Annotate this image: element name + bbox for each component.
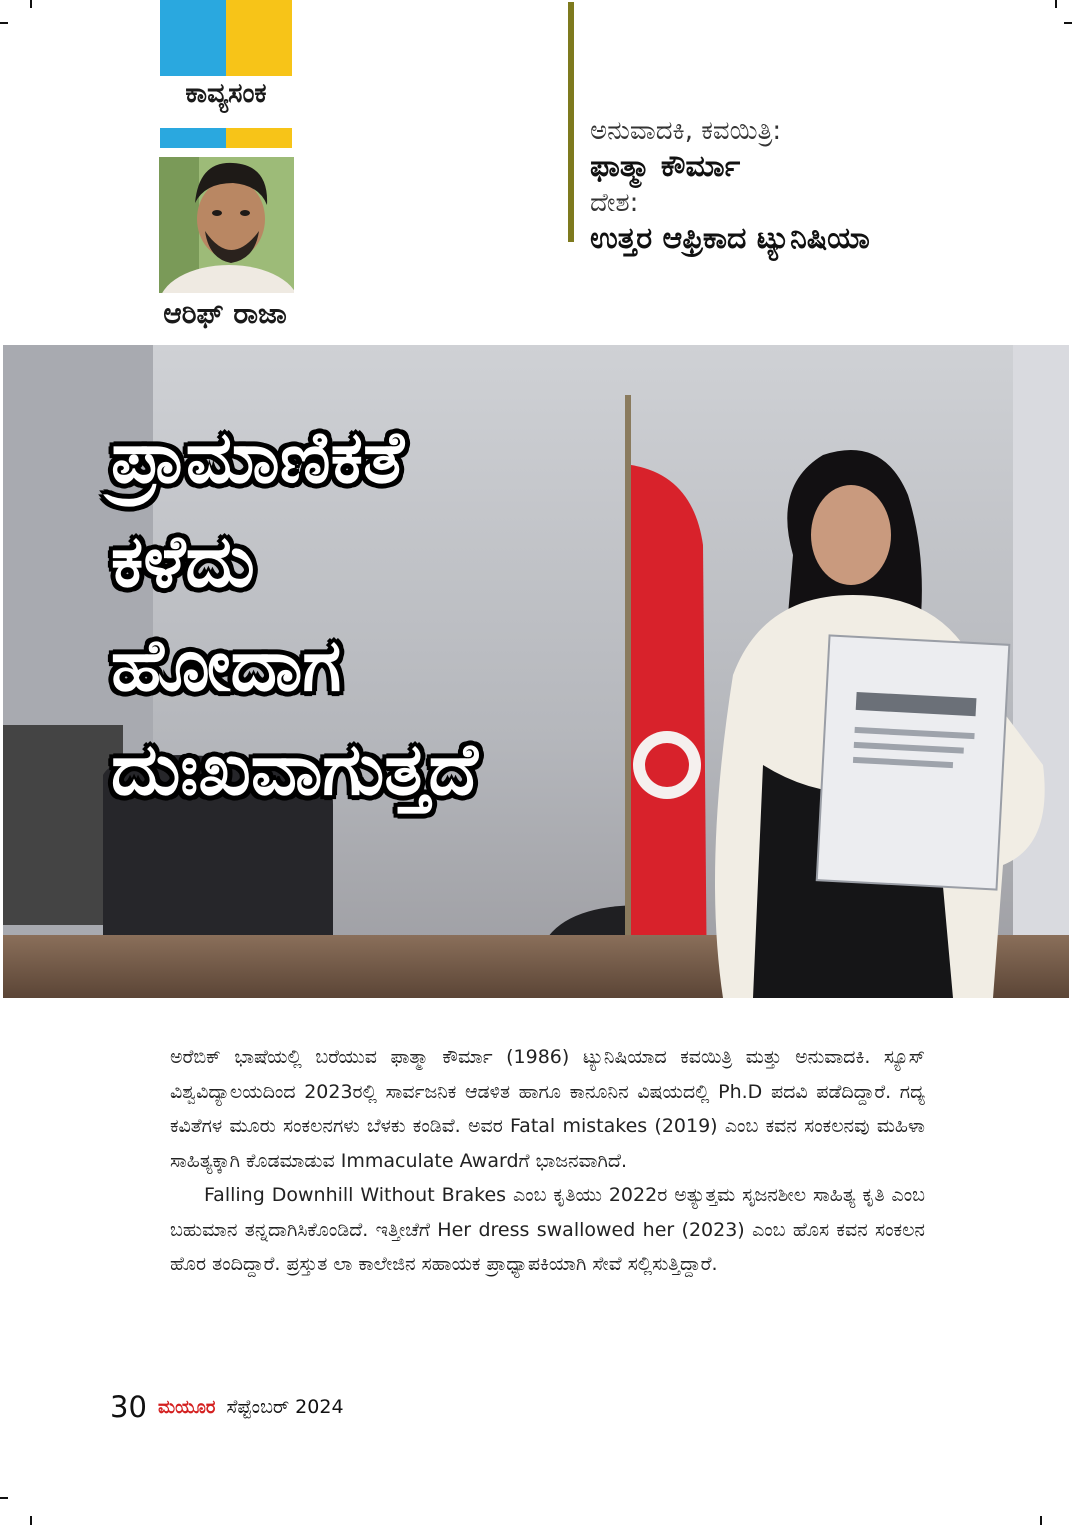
logo-blue-block [160,0,226,76]
headline-line: ಕಳೆದು [111,519,255,603]
crop-mark [1040,1516,1042,1525]
article-paragraph: Falling Downhill Without Brakes ಎಂಬ ಕೃತಿಯು 2022ರ ಅತ್ಯುತ್ತಮ ಸೃಜನಶೀಲ ಸಾಹಿತ್ಯ ಕೃತಿ ಎಂಬ ಬಹುಮಾನ ತನ್ನದಾಗಿಸಿಕೊಂಡಿದೆ. ಇತ್ತೀಚೆಗೆ Her dress swallowed her (2023) ಎಂಬ ಹೊಸ ಕವನ ಸಂಕಲನ ಹೊರ ತಂದಿದ್ದಾರೆ. ಪ್ರಸ್ತುತ ಲಾ ಕಾಲೇಜಿನ ಸಹಾಯಕ ಪ್ರಾಧ್ಯಾಪಕಿಯಾಗಿ ಸೇವೆ ಸಲ್ಲಿಸುತ್ತಿದ್ದಾರೆ. [170,1184,925,1275]
vertical-divider [568,2,574,242]
headline [111,405,671,821]
column-logo [160,0,292,150]
article-paragraph: ಅರೆಬಿಕ್ ಭಾಷೆಯಲ್ಲಿ ಬರೆಯುವ ಫಾತ್ಮಾ ಕೌರ್ಮಾ (1986) ಟ್ಯುನಿಷಿಯಾದ ಕವಯಿತ್ರಿ ಮತ್ತು ಅನುವಾದಕಿ. ಸ್ಯೂಸ್ ವಿಶ್ವವಿದ್ಯಾಲಯದಿಂದ 2023ರಲ್ಲಿ ಸಾರ್ವಜನಿಕ ಆಡಳಿತ ಹಾಗೂ ಕಾನೂನಿನ ವಿಷಯದಲ್ಲಿ Ph.D ಪದವಿ ಪಡೆದಿದ್ದಾರೆ. ಗದ್ಯ ಕವಿತೆಗಳ ಮೂರು ಸಂಕಲನಗಳು ಬೆಳಕು ಕಂಡಿವೆ. ಅವರ Fatal mistakes (2019) ಎಂಬ ಕವನ ಸಂಕಲನವು ಮಹಿಳಾ ಸಾಹಿತ್ಯಕ್ಕಾಗಿ ಕೊಡಮಾಡುವ Immaculate Awardಗೆ ಭಾಜನವಾಗಿದೆ. [170,1046,925,1172]
country-label: ದೇಶ: [590,188,639,218]
poet-name: ಫಾತ್ಮಾ ಕೌರ್ಮಾ [590,149,741,184]
column-title: ಕಾವ್ಯಸಂಕ [185,78,267,109]
poet-info [590,114,1060,258]
logo-yellow-block [226,0,292,76]
hero-photo [3,345,1069,998]
crop-mark [30,0,32,8]
crop-mark [0,22,8,24]
page-footer [110,1390,344,1430]
headline-line: ಪ್ರಾಮಾಣಿಕತೆ [111,415,405,499]
page-number: 30 [110,1390,147,1424]
headline-line: ಹೋದಾಗ [111,623,342,707]
magazine-name: ಮಯೂರ [158,1396,216,1418]
author-photo [159,157,294,293]
headline-line: ದುಃಖವಾಗುತ್ತದೆ [111,727,478,811]
author-portrait-illustration [159,157,294,293]
crop-mark [1064,22,1072,24]
crop-mark [30,1516,32,1525]
logo-yellow-strip [226,128,292,148]
crop-mark [1055,0,1057,8]
author-name: ಆರಿಫ್ ರಾಜಾ [163,297,287,330]
role-label: ಅನುವಾದಕಿ, ಕವಯಿತ್ರಿ: [590,116,782,146]
logo-blue-strip [160,128,226,148]
issue-date: ಸೆಪ್ಟೆಂಬರ್ 2024 [226,1396,344,1418]
poet-country: ಉತ್ತರ ಆಫ್ರಿಕಾದ ಟ್ಯುನಿಷಿಯಾ [590,221,870,256]
crop-mark [0,1497,8,1499]
article-body [170,1040,925,1282]
